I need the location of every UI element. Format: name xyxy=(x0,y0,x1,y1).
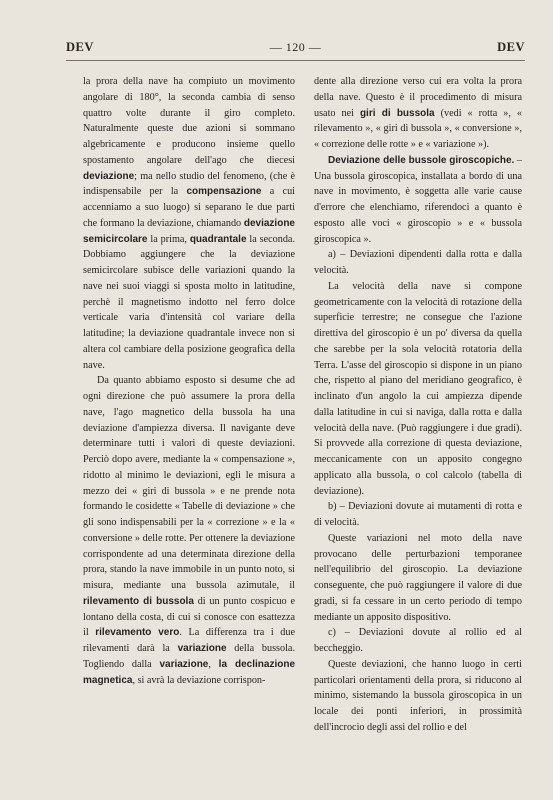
text-run: Queste deviazioni, che hanno luogo in certi particolari orientamenti della prora, si riducono al minimo, sistemando la bussola giroscopica in un locale dei ponti inferiori, in prossimità dell'incrocio degli assi del rollio e del xyxy=(314,658,522,733)
paragraph xyxy=(314,625,522,657)
header-right-guide-word: DEV xyxy=(497,40,525,54)
bold-term: rilevamento vero xyxy=(95,627,180,639)
bold-term: Deviazione delle bussole giroscopiche. xyxy=(328,154,515,166)
header-rule xyxy=(66,60,525,61)
text-run: La velocità della nave si compone geometricamente con la velocità di rotazione della superficie terrestre; ne consegue che l'azione direttiva del giroscopio è un po' diversa da quella che sarebbe per la sola velocità rotatoria della Terra. L'asse del giroscopio si dispone in un piano che, rispetto al piano del meridiano geografico, è inclinato d'un angolo la cui ampiezza dipende dalla latitudine in cui si naviga, dalla rotta e dalla velocità della nave. (Può raggiungere i due gradi). Si provvede alla correzione di questa deviazione, meccanicamente con un apposito congegno applicato alla bussola, o col calcolo (tabella di deviazione). xyxy=(314,280,522,497)
text-run: la prora della nave ha compiuto un movimento angolare di 180°, la seconda cambia di senso quattro volte durante il giro completo. Naturalmente queste due azioni si sommano algebricamente e producono insieme quello spostamento angolare dell'ago che diecesi xyxy=(83,76,295,166)
bold-term: deviazione semicircolare xyxy=(83,217,295,245)
bold-term: la declinazione magnetica xyxy=(83,658,295,686)
text-run: a) – Deviazioni dipendenti dalla rotta e dalla velocità. xyxy=(314,249,522,276)
bold-term: quadrantale xyxy=(189,233,247,245)
text-run: della bussola. Togliendo dalla xyxy=(83,643,295,670)
text-run: , xyxy=(208,658,219,670)
text-run: b) – Deviazioni dovute ai mutamenti di rotta e di velocità. xyxy=(314,501,522,528)
paragraph xyxy=(314,279,522,500)
left-text-column xyxy=(83,74,295,688)
text-run: la seconda. Dobbiamo aggiungere che la deviazione semicircolare subisce delle variazioni quando la nave nei suoi viaggi si sposta molto in latitudine, perchè il magnetismo indotto nel ferro dolce verticale varia d'intensità col variare della latitudine; la deviazione quadrantale invece non si altera col cambiare della posizione geografica della nave. xyxy=(83,233,295,371)
text-run: la prima, xyxy=(147,233,190,245)
bold-term: rilevamento di bussola xyxy=(83,595,194,607)
bold-term: deviazione xyxy=(83,170,135,182)
text-run: , si avrà la deviazione corrispon- xyxy=(132,674,266,686)
bold-term: compensazione xyxy=(186,186,262,198)
text-run: dente alla direzione verso cui era volta la prora della nave. Questo è il procedimento di misura usato nei xyxy=(314,76,522,119)
paragraph xyxy=(83,373,295,688)
page-number: — 120 — xyxy=(269,40,322,54)
text-run: (vedi « rotta », « rilevamento », « giri di bussola », « conversione », « correzione delle rotte » e « variazione »). xyxy=(314,107,523,150)
paragraph xyxy=(314,499,522,531)
paragraph xyxy=(314,74,522,153)
text-run: c) – Deviazioni dovute al rollio ed al beccheggio. xyxy=(314,627,522,654)
paragraph xyxy=(314,247,522,279)
running-header xyxy=(66,40,525,60)
header-left-guide-word: DEV xyxy=(66,40,94,54)
right-text-column xyxy=(314,74,522,736)
paragraph xyxy=(314,153,522,248)
bold-term: variazione xyxy=(159,658,209,670)
text-run: – Una bussola giroscopica, installata a bordo di una nave in movimento, è soggetta alle varie cause d'errore che elenchiamo, riferendoci a quanto è esposto alle voci « giroscopio » e « bussola giroscopica ». xyxy=(314,154,522,245)
text-run: . La differenza tra i due rilevamenti darà la xyxy=(83,627,295,654)
paragraph xyxy=(314,531,522,626)
text-run: ; ma nello studio del fenomeno, (che è indispensabile per la xyxy=(83,170,295,198)
text-run: Da quanto abbiamo esposto si desume che ad ogni direzione che può assumere la prora della nave, l'ago magnetico della bussola ha una deviazione d'ampiezza diversa. Il navigante deve determinare tutti i valori di queste deviazioni. Perciò dopo avere, mediante la « compensazione », ridotto al minimo le deviazioni, egli le misura a mezzo dei « giri di bussola » e ne prende nota formando le cosidette « Tabelle di deviazione » che gli sono indispensabili per la « correzione » e la « conversione » delle rotte. Per ottenere la deviazione corrispondente ad una determinata direzione della prora, stando la nave immobile in un punto noto, si misura, mediante una bussola azimutale, il xyxy=(83,375,295,591)
paragraph xyxy=(314,657,522,736)
paragraph xyxy=(83,74,295,373)
text-run: Queste variazioni nel moto della nave provocano delle perturbazioni temporanee nell'equilibrio del giroscopio. La deviazione conseguente, che può raggiungere il valore di due gradi, si fa cessare in un certo periodo di tempo mediante un apposito dispositivo. xyxy=(314,532,522,623)
text-run: a cui accenniamo a suo luogo) si separano le due parti che formano la deviazione, chiamando xyxy=(83,186,295,229)
text-run: di un punto cospicuo e lontano della costa, di cui si conosce con esattezza il xyxy=(83,595,295,639)
bold-term: variazione xyxy=(177,643,227,654)
bold-term: giri di bussola xyxy=(359,107,435,119)
